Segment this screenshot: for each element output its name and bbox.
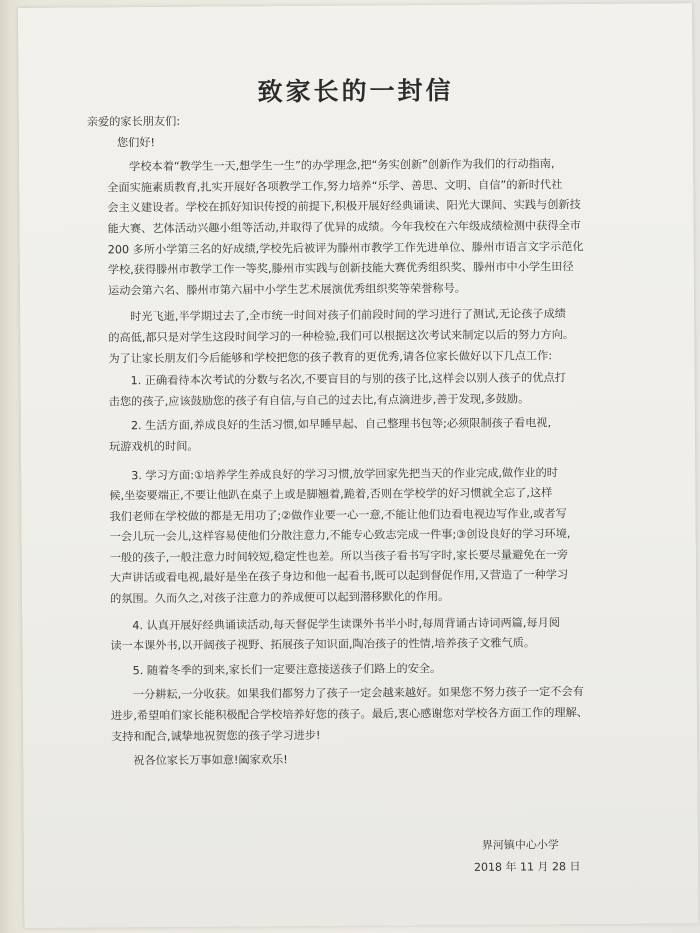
letter-page — [18, 3, 698, 928]
item-4 — [110, 612, 630, 657]
p3-line: 进步,希望咱们家长能积极配合学校培养好您的孩子。最后,衷心感谢您对学校各方面工作的理解、 — [110, 706, 588, 723]
p2-line: 的高低,都只是对学生这段时间学习的一种检验,我们可以根据这次考试来制定以后的努力方向。 — [108, 328, 575, 345]
item-1 — [109, 368, 629, 413]
signature-date: 2018 年 11 月 28 日 — [473, 860, 581, 874]
item3-line: 大声讲话或看电视,最好是坐在孩子身边和他一起看书,既可以起到督促作用,又营造了一种学习 — [109, 568, 569, 585]
item3-line: 我们老师在学校做的都是无用功了;②做作业要一心一意,不能让他们边看电视边写作业,或者写 — [109, 506, 567, 524]
salutation: 亲爱的家长朋友们: — [86, 114, 181, 129]
p1-line: 200 多所小学第三名的好成绩,学校先后被评为滕州市教学工作先进单位、滕州市语言文字示范化 — [107, 239, 584, 256]
p3-line: 一分耕耘,一分收获。如果我们都努力了孩子一定会越来越好。如果您不努力孩子一定不会有 — [132, 685, 584, 702]
item5-line: 5. 随着冬季的到来,家长们一定要注意接送孩子们路上的安全。 — [132, 661, 442, 678]
paragraph-3 — [111, 682, 631, 747]
signature-block — [474, 834, 581, 879]
p1-line: 运动会第六名、滕州市第六届中小学生艺术展演优秀组织奖等荣誉称号。 — [107, 281, 467, 298]
item-3 — [109, 462, 630, 610]
item3-line: 一般的孩子,一般注意力时间较短,稳定性也差。所以当孩子看书写字时,家长要尽量避免在一旁 — [109, 548, 569, 565]
item-2 — [109, 413, 629, 458]
item3-line: 的氛围。久而久之,对孩子注意力的养成便可以起到潜移默化的作用。 — [110, 590, 450, 606]
item2-line: 玩游戏机的时间。 — [109, 439, 199, 454]
p1-line: 学校,获得滕州市教学工作一等奖,滕州市实践与创新技能大赛优秀组织奖、滕州市中小学生田径 — [107, 260, 574, 277]
paragraph-1 — [107, 154, 628, 302]
p2-line: 时光飞逝,半学期过去了,全市统一时间对孩子们前段时间的学习进行了测试,无论孩子成绩 — [130, 307, 566, 324]
signature-org: 界河镇中心小学 — [481, 838, 559, 852]
item1-line: 击您的孩子,应该鼓励您的孩子有自信,与自己的过去比,有点滴进步,善于发现,多鼓励。 — [108, 392, 530, 409]
item4-line: 读一本课外书,以开阔孩子视野、拓展孩子知识面,陶冶孩子的性情,培养孩子文雅气质。 — [110, 636, 536, 653]
closing-wish: 祝各位家长万事如意!阖家欢乐! — [133, 753, 288, 768]
item3-line: 3. 学习方面:①培养学生养成良好的学习习惯,放学回家先把当天的作业完成,做作业的时 — [131, 465, 559, 482]
letter-body — [86, 109, 632, 772]
greeting: 您们好! — [116, 135, 156, 149]
p3-line: 支持和配合,诚挚地祝贺您的孩子学习进步! — [111, 728, 321, 743]
item4-line: 4. 认真开展好经典诵读活动,每天督促学生读课外书半小时,每周背诵古诗词两篇,每月阅 — [132, 615, 561, 632]
p1-line: 学校本着“教学生一天,想学生一生”的办学理念,把“务实创新”创新作为我们的行动指南, — [129, 157, 555, 174]
item3-line: 一会儿玩一会儿,这样容易使他们分散注意力,不能专心致志完成一件事;③创设良好的学习环境, — [109, 527, 571, 544]
item3-line: 候,坐姿要端正,不要让他趴在桌子上或是脚翘着,跪着,否则在学校学的好习惯就全忘了,这样 — [109, 486, 553, 503]
paragraph-2 — [108, 304, 628, 369]
item-5 — [111, 658, 631, 682]
p1-line: 能大赛、艺体活动兴趣小组等活动,并取得了优异的成绩。今年我校在六年级成绩检测中获得全市 — [107, 219, 582, 236]
letter-title: 致家长的一封信 — [257, 75, 454, 107]
p2-line: 为了让家长朋友们今后能够和学校把您的孩子教育的更优秀,请各位家长做好以下几点工作: — [108, 348, 553, 365]
item1-line: 1. 正确看待本次考试的分数与名次,不要盲目的与别的孩子比,这样会以别人孩子的优点打 — [130, 371, 566, 388]
p1-line: 全面实施素质教育,扎实开展好各项教学工作,努力培养“乐学、善思、文明、自信”的新时代社 — [107, 177, 563, 195]
p1-line: 会主义建设者。学校在抓好知识传授的前提下,积极开展好经典诵读、阳光大课间、实践与创新技 — [107, 198, 581, 215]
item2-line: 2. 生活方面,养成良好的生活习惯,如早睡早起、自己整理书包等;必须限制孩子看电视, — [130, 416, 552, 433]
